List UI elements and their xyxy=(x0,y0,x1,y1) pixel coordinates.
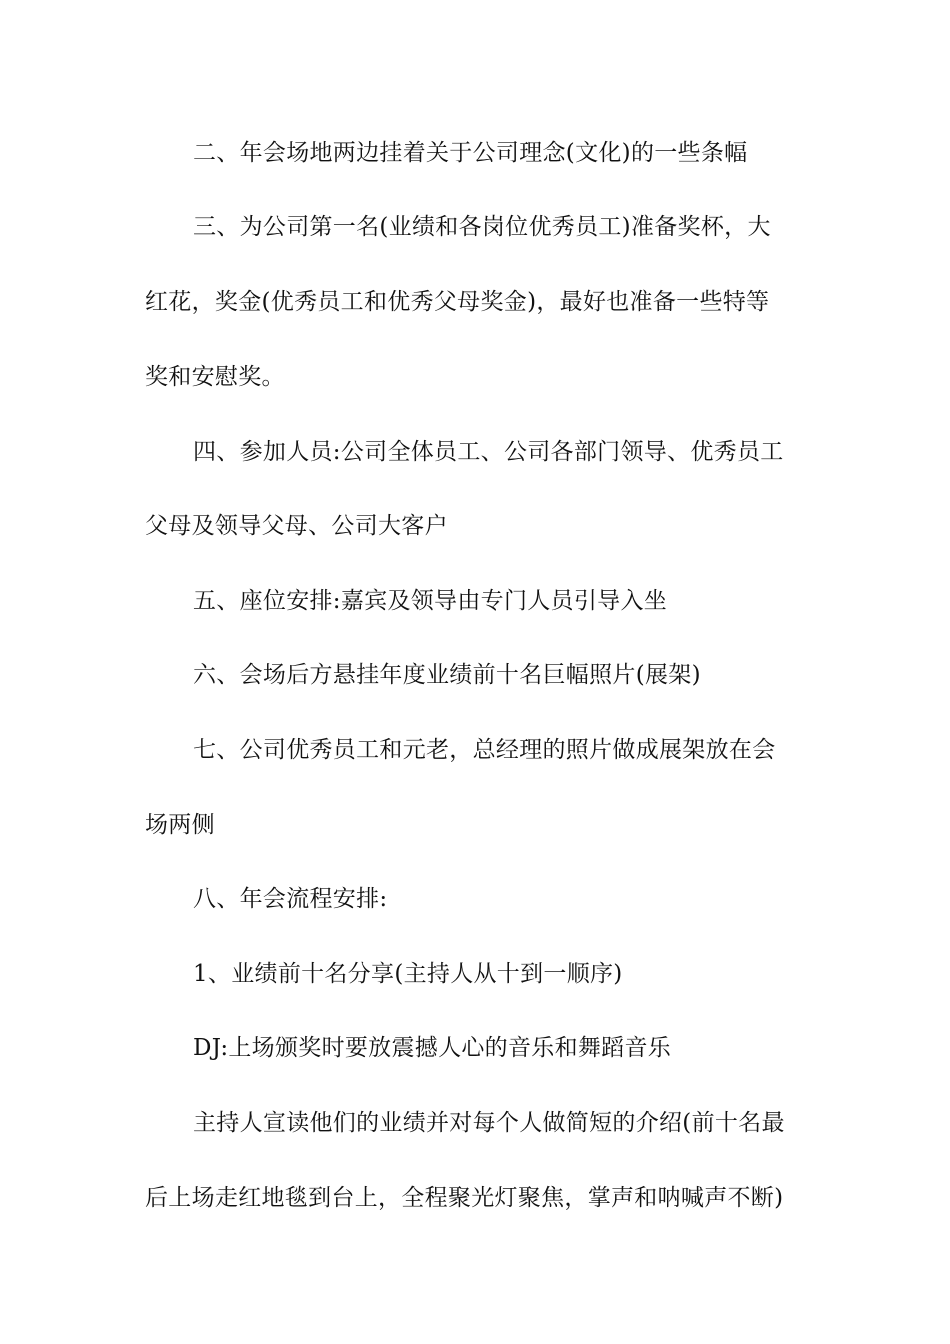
paragraph-process-heading: 八、年会流程安排: xyxy=(193,886,388,912)
paragraph-top-ten: 1、业绩前十名分享(主持人从十到一顺序) xyxy=(193,961,623,987)
paragraph-photos: 六、会场后方悬挂年度业绩前十名巨幅照片(展架) xyxy=(193,662,701,688)
paragraph-dj: DJ:上场颁奖时要放震撼人心的音乐和舞蹈音乐 xyxy=(193,1035,672,1061)
paragraph-seating: 五、座位安排:嘉宾及领导由专门人员引导入坐 xyxy=(193,588,668,614)
paragraph-host-line-1: 主持人宣读他们的业绩并对每个人做简短的介绍(前十名最 xyxy=(193,1110,785,1136)
paragraph-awards-line-2: 红花，奖金(优秀员工和优秀父母奖金)，最好也准备一些特等 xyxy=(145,289,770,315)
paragraph-display-line-2: 场两侧 xyxy=(145,812,215,838)
paragraph-awards-line-1: 三、为公司第一名(业绩和各岗位优秀员工)准备奖杯，大 xyxy=(193,214,771,240)
paragraph-host-line-2: 后上场走红地毯到台上，全程聚光灯聚焦，掌声和呐喊声不断) xyxy=(145,1185,784,1211)
paragraph-banners: 二、年会场地两边挂着关于公司理念(文化)的一些条幅 xyxy=(193,140,748,166)
paragraph-attendees-line-2: 父母及领导父母、公司大客户 xyxy=(145,513,448,539)
paragraph-attendees-line-1: 四、参加人员:公司全体员工、公司各部门领导、优秀员工 xyxy=(193,439,784,465)
paragraph-awards-line-3: 奖和安慰奖。 xyxy=(145,364,285,390)
paragraph-display-line-1: 七、公司优秀员工和元老，总经理的照片做成展架放在会 xyxy=(193,737,776,763)
